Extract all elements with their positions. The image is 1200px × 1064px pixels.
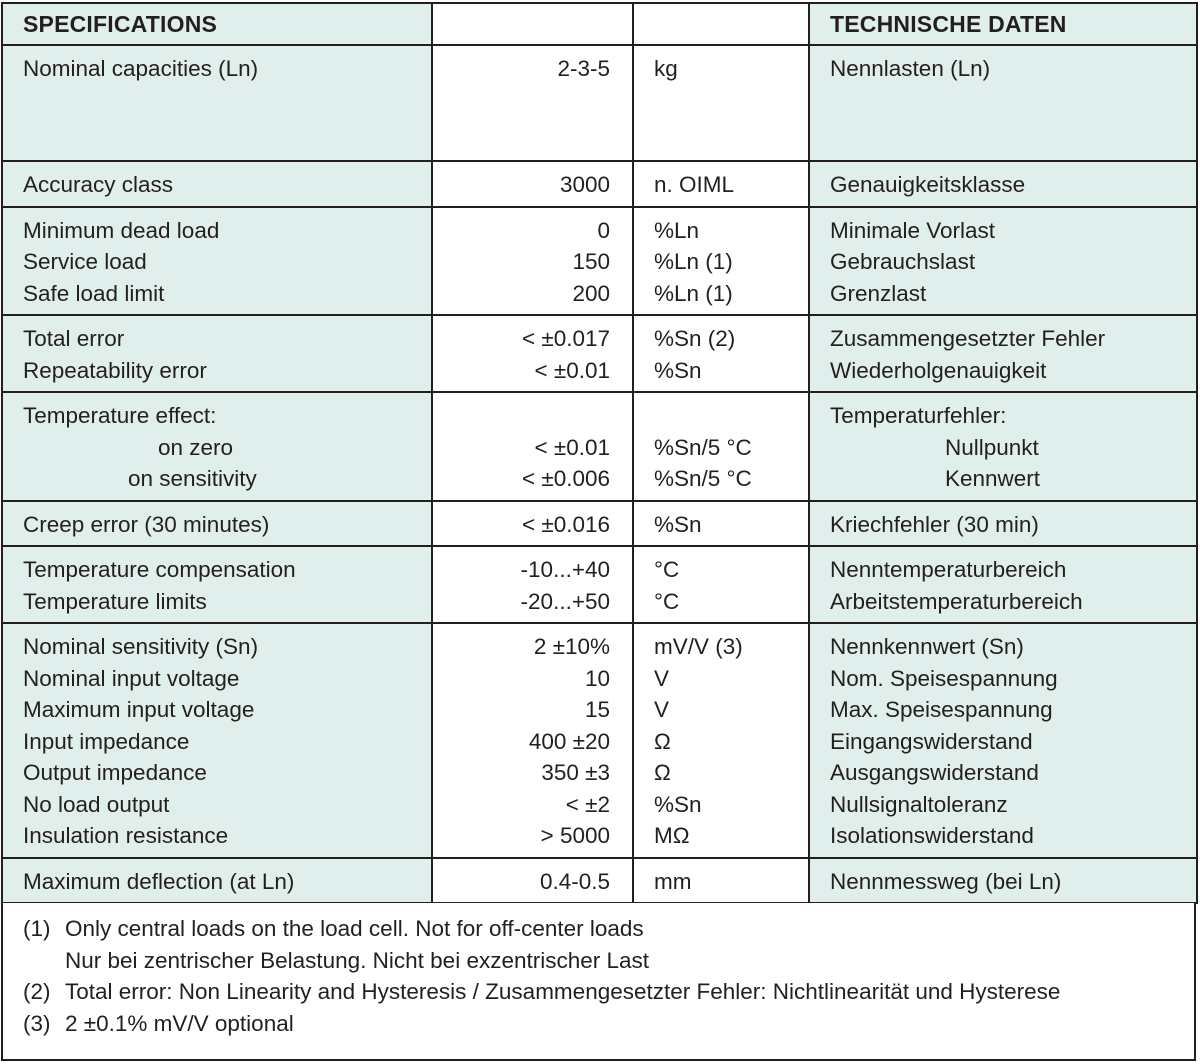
label-de: Isolationswiderstand bbox=[830, 823, 1034, 848]
label-en: Creep error (30 minutes) bbox=[23, 511, 270, 537]
value: > 5000 bbox=[540, 823, 610, 848]
unit: %Sn/5 °C bbox=[654, 434, 752, 460]
label-en: No load output bbox=[23, 791, 170, 817]
row-group-capacities bbox=[2, 45, 1197, 161]
label-en: on sensitivity bbox=[128, 466, 257, 491]
unit bbox=[634, 400, 808, 432]
footnote-number: (1) bbox=[23, 916, 51, 941]
unit: °C bbox=[654, 588, 680, 614]
unit: MΩ bbox=[654, 823, 690, 848]
row-group-electrical bbox=[2, 623, 1197, 858]
label-de: Kriechfehler (30 min) bbox=[830, 511, 1039, 537]
label-de: Nullsignaltoleranz bbox=[830, 791, 1008, 817]
footnote-3 bbox=[23, 1008, 294, 1040]
row-group-creep bbox=[2, 501, 1197, 547]
unit: %Sn/5 °C bbox=[654, 466, 752, 491]
label-de: Nennlasten (Ln) bbox=[830, 56, 991, 81]
label-de: Genauigkeitsklasse bbox=[830, 172, 1026, 197]
label-en: Accuracy class bbox=[23, 172, 174, 197]
footnote-text: Only central loads on the load cell. Not for off-center loads bbox=[65, 916, 644, 941]
label-de: Nenntemperaturbereich bbox=[830, 557, 1067, 582]
value: 10 bbox=[584, 665, 610, 691]
value: < ±2 bbox=[565, 791, 610, 817]
label-en: Safe load limit bbox=[23, 280, 165, 306]
value: -20...+50 bbox=[520, 588, 610, 614]
unit: mV/V (3) bbox=[654, 634, 743, 659]
spec-table bbox=[1, 2, 1198, 904]
footnote-1 bbox=[23, 913, 644, 945]
footnote-text: 2 ±0.1% mV/V optional bbox=[65, 1010, 294, 1036]
label-en: Maximum deflection (at Ln) bbox=[23, 868, 295, 894]
value: 400 ±20 bbox=[528, 728, 610, 754]
label-en: Nominal capacities (Ln) bbox=[23, 56, 259, 81]
value: -10...+40 bbox=[520, 557, 610, 582]
unit: %Sn bbox=[654, 511, 702, 537]
label-en: Service load bbox=[23, 249, 147, 274]
label-en: Minimum dead load bbox=[23, 217, 220, 243]
row-group-errors bbox=[2, 315, 1197, 392]
value: < ±0.01 bbox=[534, 434, 610, 460]
label-de: Nennmessweg (bei Ln) bbox=[830, 868, 1062, 894]
value: < ±0.01 bbox=[534, 357, 610, 383]
footnote-text: Total error: Non Linearity and Hysteresis / Zusammengesetzter Fehler: Nichtlinearität und Hysterese bbox=[65, 979, 1061, 1004]
value: < ±0.016 bbox=[521, 511, 610, 537]
label-en: Repeatability error bbox=[23, 357, 207, 383]
label-de: Minimale Vorlast bbox=[830, 217, 996, 243]
unit: %Sn bbox=[654, 357, 702, 383]
value: 0 bbox=[597, 217, 610, 243]
unit: mm bbox=[654, 868, 692, 894]
unit: V bbox=[654, 697, 670, 722]
label-de: Max. Speisespannung bbox=[830, 697, 1053, 722]
label-en: Temperature compensation bbox=[23, 557, 296, 582]
technische-daten-heading: TECHNISCHE DATEN bbox=[830, 11, 1067, 37]
unit: %Ln (1) bbox=[654, 280, 733, 306]
label-en: Maximum input voltage bbox=[23, 697, 255, 722]
unit: %Ln (1) bbox=[654, 249, 733, 274]
row-group-temperature-effect bbox=[2, 392, 1197, 501]
value: 200 bbox=[572, 280, 610, 306]
row-group-loads bbox=[2, 207, 1197, 316]
value: 3000 bbox=[559, 172, 610, 197]
label-en: Temperature limits bbox=[23, 588, 207, 614]
label-de: Gebrauchslast bbox=[830, 249, 976, 274]
label-en: Total error bbox=[23, 326, 125, 351]
footnote-1-continued bbox=[23, 945, 649, 977]
label-en: Insulation resistance bbox=[23, 823, 229, 848]
label-de: Nullpunkt bbox=[945, 434, 1039, 460]
unit: V bbox=[654, 665, 670, 691]
label-de: Temperaturfehler: bbox=[830, 403, 1007, 428]
label-de: Zusammengesetzter Fehler bbox=[830, 326, 1106, 351]
value: < ±0.006 bbox=[521, 466, 610, 491]
label-de: Ausgangswiderstand bbox=[830, 760, 1039, 785]
label-en: Output impedance bbox=[23, 760, 207, 785]
unit: kg bbox=[654, 56, 678, 81]
value: < ±0.017 bbox=[521, 326, 610, 351]
label-en: Nominal sensitivity (Sn) bbox=[23, 634, 259, 659]
unit: °C bbox=[654, 557, 680, 582]
row-group-deflection bbox=[2, 858, 1197, 904]
specifications-heading: SPECIFICATIONS bbox=[23, 11, 218, 37]
value: 2 ±10% bbox=[533, 634, 610, 659]
unit: %Sn bbox=[654, 791, 702, 817]
label-en: Nominal input voltage bbox=[23, 665, 240, 691]
footnote-2 bbox=[23, 976, 1060, 1008]
label-de: Kennwert bbox=[945, 466, 1041, 491]
footnote-text: Nur bei zentrischer Belastung. Nicht bei exzentrischer Last bbox=[65, 947, 650, 973]
label-en: Input impedance bbox=[23, 728, 190, 754]
value: 15 bbox=[584, 697, 610, 722]
value bbox=[433, 400, 632, 432]
value: 0.4-0.5 bbox=[539, 868, 610, 894]
row-group-temperature-range bbox=[2, 546, 1197, 623]
footnote-number: (3) bbox=[23, 1010, 51, 1036]
unit: %Sn (2) bbox=[654, 326, 736, 351]
unit: %Ln bbox=[654, 217, 700, 243]
label-en: on zero bbox=[158, 434, 234, 460]
label-de: Nom. Speisespannung bbox=[830, 665, 1058, 691]
value: 350 ±3 bbox=[541, 760, 610, 785]
value: 2-3-5 bbox=[557, 56, 610, 81]
unit: n. OIML bbox=[654, 172, 735, 197]
label-de: Eingangswiderstand bbox=[830, 728, 1033, 754]
label-de: Arbeitstemperaturbereich bbox=[830, 588, 1083, 614]
unit: Ω bbox=[654, 728, 671, 754]
footnotes bbox=[1, 903, 1196, 1061]
row-group-accuracy bbox=[2, 161, 1197, 207]
footnote-number: (2) bbox=[23, 979, 51, 1004]
unit: Ω bbox=[654, 760, 671, 785]
value: 150 bbox=[572, 249, 610, 274]
label-en: Temperature effect: bbox=[23, 403, 217, 428]
label-de: Grenzlast bbox=[830, 280, 927, 306]
label-de: Wiederholgenauigkeit bbox=[830, 357, 1047, 383]
label-de: Nennkennwert (Sn) bbox=[830, 634, 1024, 659]
table-header-row bbox=[2, 3, 1197, 45]
